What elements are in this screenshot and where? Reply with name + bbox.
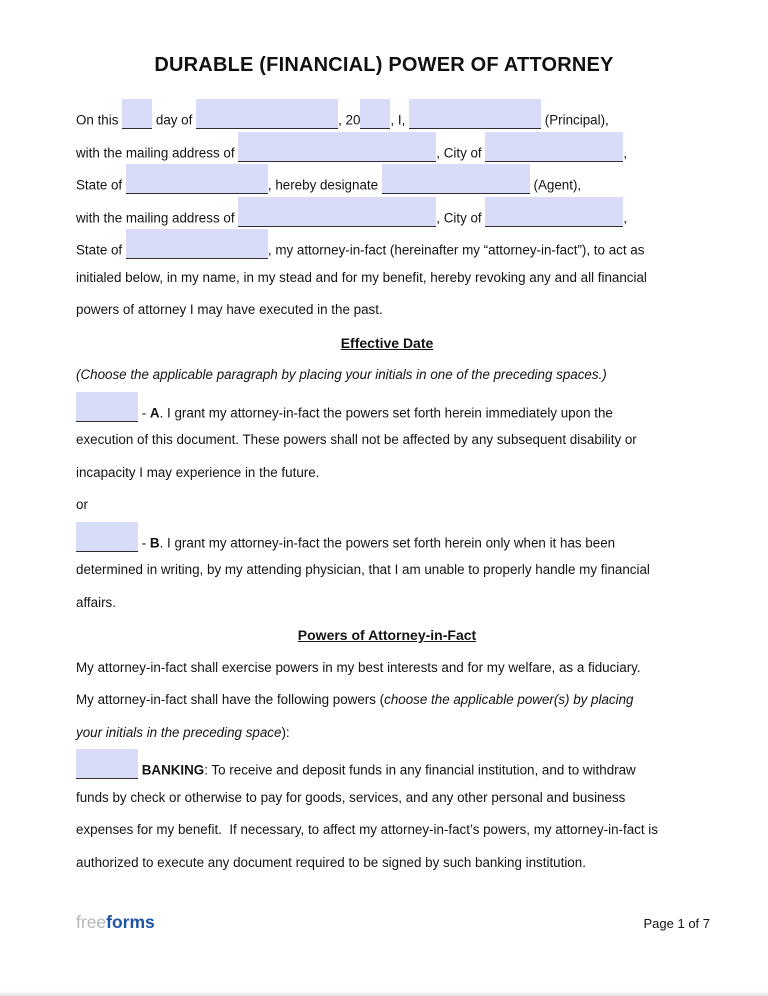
logo-text-free: free [76,912,107,932]
text-segment: determined in writing, by my attending physician, that I am unable to properly handle my financial [76,562,650,577]
day-field[interactable] [122,99,152,129]
form-line [76,847,698,880]
form-line [76,489,698,522]
text-segment: , my attorney-in-fact (hereinafter my “attorney-in-fact”), to act as [267,242,645,258]
agent-name-field[interactable] [382,164,530,194]
text-segment: ): [281,724,290,740]
form-line [76,587,698,620]
text-segment: choose the applicable power(s) by placing [384,692,634,707]
form-line [76,749,698,782]
text-segment: execution of this document. These powers shall not be affected by any subsequent disability or [76,432,637,447]
text-segment: (Agent), [529,177,582,193]
text-segment: initialed below, in my name, in my stead and for my benefit, hereby revoking any and all financial [76,269,647,285]
month-field[interactable] [196,99,338,129]
text-segment: B [149,535,160,550]
text-segment: , I, [390,112,410,128]
form-line [76,164,698,197]
text-segment: My attorney-in-fact shall exercise powers in my best interests and for my welfare, as a fiduciary. [76,659,641,675]
text-segment: . I grant my attorney-in-fact the powers set forth herein only when it has been [159,535,616,550]
form-line [76,229,698,262]
page-indicator: Page 1 of 7 [643,916,710,931]
page-footer [76,914,710,932]
form-line [76,782,698,815]
text-segment: (Choose the applicable paragraph by placing your initials in one of the preceding spaces.) [76,367,607,382]
freeforms-logo [76,914,155,932]
text-segment: incapacity I may experience in the future. [76,464,320,480]
text-segment: , hereby designate [267,177,382,193]
text-segment: - [138,535,150,550]
agent-city-field[interactable] [485,197,623,227]
form-line [76,684,698,717]
section-heading-text: Powers of Attorney-in-Fact [297,627,477,643]
text-segment: or [76,497,88,512]
form-line [76,814,698,847]
text-segment: State of [76,177,126,193]
text-segment: , City of [436,145,486,160]
text-segment: , [623,145,628,160]
document-body [76,99,698,879]
agent-state-field[interactable] [126,229,268,259]
text-segment: with the mailing address of [76,145,239,160]
logo-text-forms: forms [106,912,155,932]
text-segment: your initials in the preceding space [76,724,282,740]
text-segment: : To receive and deposit funds in any financial institution, and to withdraw [204,762,636,778]
section-heading [76,619,698,652]
form-line [76,717,698,750]
form-line [76,554,698,587]
text-segment: , City of [436,210,486,225]
text-segment: , 20 [338,112,361,128]
text-segment: - [138,405,150,420]
form-line [76,424,698,457]
agent-address-field[interactable] [238,197,436,227]
form-line [76,262,698,295]
text-segment: powers of attorney I may have executed in the past. [76,302,383,317]
text-segment: with the mailing address of [76,210,239,225]
principal-city-field[interactable] [485,132,623,162]
principal-address-field[interactable] [238,132,436,162]
form-line [76,522,698,555]
form-line [76,392,698,425]
section-heading-text: Effective Date [340,334,434,351]
form-line [76,132,698,165]
text-segment: funds by check or otherwise to pay for goods, services, and any other personal and business [76,789,626,805]
principal-state-field[interactable] [126,164,268,194]
document-title: DURABLE (FINANCIAL) POWER OF ATTORNEY [154,54,614,76]
initials-b-field[interactable] [76,522,138,552]
text-segment: (Principal), [541,112,609,128]
form-line [76,197,698,230]
text-segment: A [149,405,160,420]
text-segment: , [623,210,628,225]
text-segment: expenses for my benefit. If necessary, to affect my attorney-in-fact’s powers, my attorney-in-fact is [76,822,658,837]
year-field[interactable] [360,99,390,129]
principal-name-field[interactable] [409,99,541,129]
text-segment: . I grant my attorney-in-fact the powers set forth herein immediately upon the [159,405,613,420]
form-line [76,294,698,327]
text-segment: affairs. [76,594,116,610]
text-segment: day of [152,112,197,128]
initials-a-field[interactable] [76,392,138,422]
text-segment: On this [76,112,123,128]
form-line [76,652,698,685]
text-segment: State of [76,242,126,258]
form-line [76,457,698,490]
form-line [76,99,698,132]
text-segment: My attorney-in-fact shall have the following powers ( [76,692,385,707]
section-heading [76,327,698,360]
form-line [76,359,698,392]
text-segment: authorized to execute any document required to be signed by such banking institution. [76,854,586,870]
initials-banking-field[interactable] [76,749,138,779]
page-bottom-edge [0,991,768,996]
text-segment: BANKING [141,762,205,778]
